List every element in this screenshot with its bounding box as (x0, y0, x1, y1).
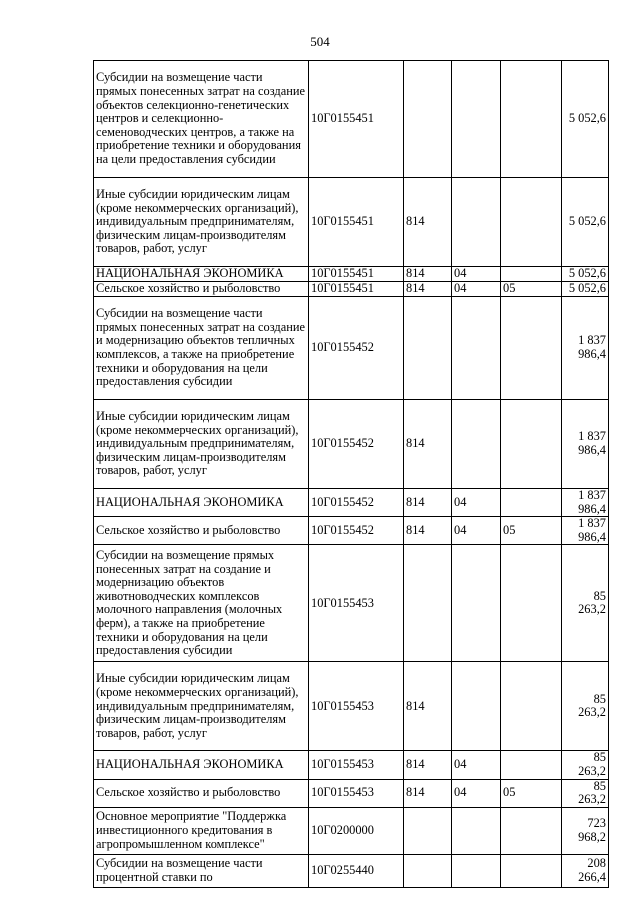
row-pr-cell (501, 854, 562, 887)
row-amount-cell: 5 052,6 (562, 178, 609, 267)
row-code-cell: 10Г0155451 (309, 178, 404, 267)
row-pr-cell (501, 807, 562, 854)
row-name-cell: НАЦИОНАЛЬНАЯ ЭКОНОМИКА (94, 489, 309, 517)
row-name-cell: Субсидии на возмещение прямых понесенных затрат на создание и модернизацию объектов животноводческих комплексов молочного направления (молочных ферм), а также на приобретение техники и оборудования на цели предоставления субсидии (94, 545, 309, 662)
row-amount-cell: 5 052,6 (562, 61, 609, 178)
row-vr-cell: 814 (404, 489, 452, 517)
budget-table-body (94, 61, 609, 888)
row-amount-cell: 85 263,2 (562, 545, 609, 662)
row-vr-cell: 814 (404, 517, 452, 545)
page-number: 504 (310, 34, 330, 49)
row-amount-cell: 5 052,6 (562, 267, 609, 282)
row-rz-cell (452, 400, 501, 489)
row-rz-cell: 04 (452, 282, 501, 297)
row-pr-cell (501, 267, 562, 282)
row-amount-cell: 208 266,4 (562, 854, 609, 887)
row-code-cell: 10Г0155452 (309, 400, 404, 489)
row-vr-cell (404, 61, 452, 178)
row-vr-cell: 814 (404, 178, 452, 267)
row-pr-cell (501, 297, 562, 400)
table-row (94, 854, 609, 887)
row-pr-cell (501, 400, 562, 489)
row-pr-cell: 05 (501, 779, 562, 807)
row-amount-cell: 723 968,2 (562, 807, 609, 854)
row-name-cell: Основное мероприятие "Поддержка инвестиционного кредитования в агропромышленном комплексе" (94, 807, 309, 854)
row-rz-cell (452, 807, 501, 854)
row-amount-cell: 1 837 986,4 (562, 489, 609, 517)
row-name-cell: Сельское хозяйство и рыболовство (94, 779, 309, 807)
table-row (94, 178, 609, 267)
row-rz-cell (452, 854, 501, 887)
table-row (94, 517, 609, 545)
row-pr-cell (501, 61, 562, 178)
table-row (94, 779, 609, 807)
row-name-cell: Сельское хозяйство и рыболовство (94, 282, 309, 297)
row-name-cell: Иные субсидии юридическим лицам (кроме некоммерческих организаций), индивидуальным предпринимателям, физическим лицам-производителям товаров, работ, услуг (94, 662, 309, 751)
row-vr-cell: 814 (404, 267, 452, 282)
row-amount-cell: 1 837 986,4 (562, 400, 609, 489)
row-code-cell: 10Г0155452 (309, 517, 404, 545)
row-name-cell: НАЦИОНАЛЬНАЯ ЭКОНОМИКА (94, 751, 309, 779)
row-code-cell: 10Г0155452 (309, 489, 404, 517)
row-rz-cell (452, 61, 501, 178)
row-rz-cell (452, 545, 501, 662)
row-rz-cell (452, 662, 501, 751)
row-name-cell: Субсидии на возмещение части процентной ставки по (94, 854, 309, 887)
row-code-cell: 10Г0155453 (309, 662, 404, 751)
row-amount-cell: 85 263,2 (562, 662, 609, 751)
row-code-cell: 10Г0155453 (309, 779, 404, 807)
row-rz-cell: 04 (452, 751, 501, 779)
row-vr-cell: 814 (404, 400, 452, 489)
table-row (94, 807, 609, 854)
row-vr-cell: 814 (404, 779, 452, 807)
row-vr-cell (404, 807, 452, 854)
row-code-cell: 10Г0155451 (309, 282, 404, 297)
row-name-cell: Субсидии на возмещение части прямых понесенных затрат на создание и модернизацию объектов тепличных комплексов, а также на приобретение техники и оборудования на цели предоставления субсидии (94, 297, 309, 400)
row-rz-cell (452, 297, 501, 400)
row-name-cell: Сельское хозяйство и рыболовство (94, 517, 309, 545)
row-pr-cell (501, 751, 562, 779)
row-rz-cell: 04 (452, 267, 501, 282)
table-row (94, 400, 609, 489)
row-code-cell: 10Г0155453 (309, 751, 404, 779)
row-name-cell: Иные субсидии юридическим лицам (кроме некоммерческих организаций), индивидуальным предпринимателям, физическим лицам-производителям товаров, работ, услуг (94, 178, 309, 267)
row-pr-cell (501, 662, 562, 751)
table-row (94, 489, 609, 517)
row-vr-cell (404, 297, 452, 400)
row-rz-cell: 04 (452, 779, 501, 807)
row-code-cell: 10Г0155452 (309, 297, 404, 400)
row-vr-cell: 814 (404, 751, 452, 779)
row-vr-cell (404, 545, 452, 662)
row-code-cell: 10Г0155453 (309, 545, 404, 662)
row-pr-cell (501, 178, 562, 267)
row-vr-cell: 814 (404, 662, 452, 751)
row-amount-cell: 5 052,6 (562, 282, 609, 297)
row-vr-cell: 814 (404, 282, 452, 297)
budget-table (93, 60, 609, 888)
row-rz-cell: 04 (452, 517, 501, 545)
row-name-cell: НАЦИОНАЛЬНАЯ ЭКОНОМИКА (94, 267, 309, 282)
table-row (94, 545, 609, 662)
table-row (94, 61, 609, 178)
table-row (94, 297, 609, 400)
row-name-cell: Субсидии на возмещение части прямых понесенных затрат на создание объектов селекционно-генетических центров и селекционно-семеноводческих центров, а также на приобретение техники и оборудования на цели предоставления субсидии (94, 61, 309, 178)
table-row (94, 282, 609, 297)
row-code-cell: 10Г0200000 (309, 807, 404, 854)
row-name-cell: Иные субсидии юридическим лицам (кроме некоммерческих организаций), индивидуальным предпринимателям, физическим лицам-производителям товаров, работ, услуг (94, 400, 309, 489)
table-row (94, 662, 609, 751)
row-vr-cell (404, 854, 452, 887)
table-row (94, 751, 609, 779)
row-amount-cell: 85 263,2 (562, 779, 609, 807)
row-pr-cell: 05 (501, 282, 562, 297)
row-rz-cell: 04 (452, 489, 501, 517)
row-code-cell: 10Г0255440 (309, 854, 404, 887)
row-amount-cell: 1 837 986,4 (562, 297, 609, 400)
row-pr-cell: 05 (501, 517, 562, 545)
row-rz-cell (452, 178, 501, 267)
row-amount-cell: 85 263,2 (562, 751, 609, 779)
row-amount-cell: 1 837 986,4 (562, 517, 609, 545)
row-code-cell: 10Г0155451 (309, 61, 404, 178)
row-pr-cell (501, 489, 562, 517)
table-row (94, 267, 609, 282)
row-pr-cell (501, 545, 562, 662)
row-code-cell: 10Г0155451 (309, 267, 404, 282)
